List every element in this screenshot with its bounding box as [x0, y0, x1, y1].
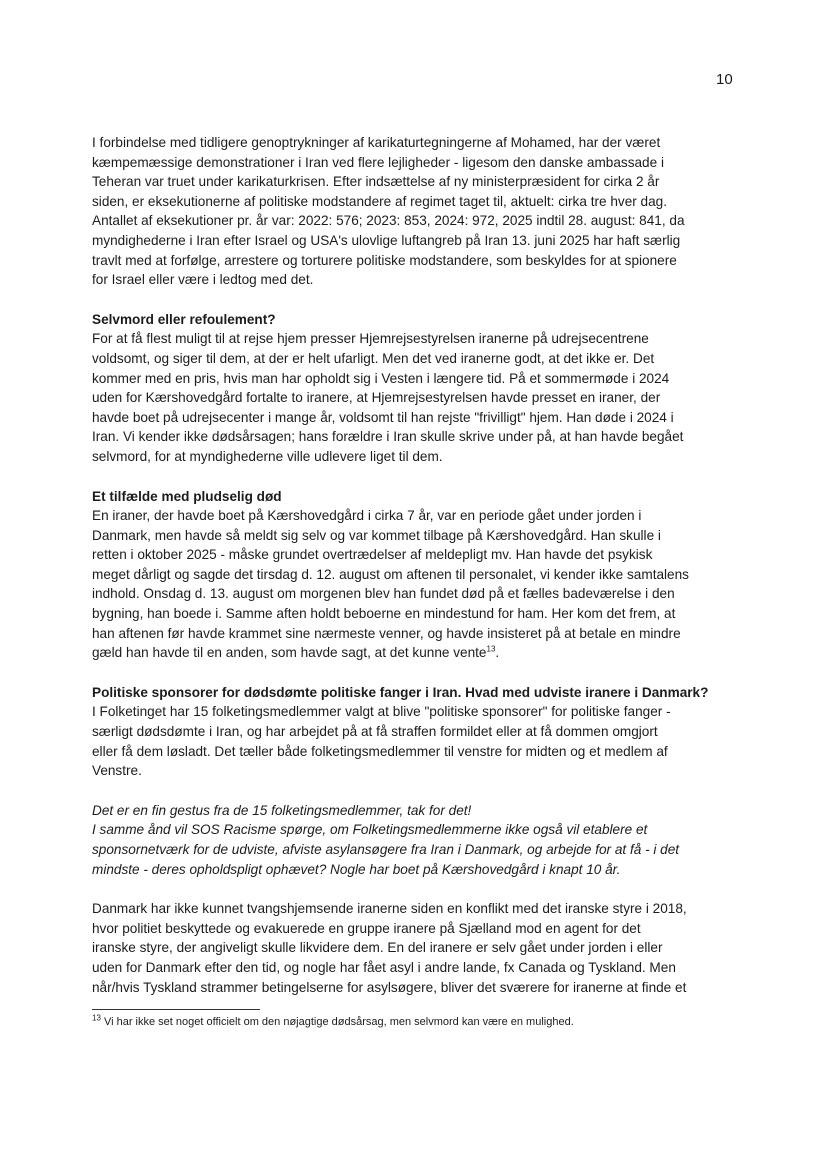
section-politiske-sponsorer — [92, 683, 742, 781]
paragraph-text: For at få flest muligt til at rejse hjem presser Hjemrejsestyrelsen iranerne på udrejsecentrene voldsomt, og siger til dem, at der er helt ufarligt. Men det ved iranerne godt, at det ikke er. Det kommer med en pris, hvis man har opholdt sig i Vesten i længere tid. På et sommermøde i 2024 uden for Kærshovedgård fortalte to iranere, at Hjemrejsestyrelsen havde presset en iraner, der havde boet på udrejsecenter i mange år, voldsomt til han rejste "frivilligt" hjem. Han døde i 2024 i Iran. Vi kender ikke dødsårsagen; hans forældre i Iran skulle skrive under på, at han havde begået selvmord, for at myndighederne ville udlevere liget til dem. — [92, 331, 684, 464]
paragraph-text: I Folketinget har 15 folketingsmedlemmer valgt at blive "politiske sponsorer" for politiske fanger - særligt dødsdømte i Iran, og har arbejdet på at få straffen formildet eller at få dommen omgjort eller få dem løsladt. Det tæller både folketingsmedlemmer til venstre for midten og et medlem af Venstre. — [92, 704, 671, 779]
page-number: 10 — [716, 71, 733, 88]
paragraph-appeal — [92, 801, 742, 879]
footnote — [92, 1013, 742, 1028]
footnote-text: Vi har ikke set noget officielt om den nøjagtige dødsårsag, men selvmord kan være en mulighed. — [100, 1016, 574, 1028]
paragraph-tvangshjemsendelse — [92, 899, 742, 997]
section-pludselig-doed — [92, 487, 742, 663]
footnote-separator — [92, 1009, 260, 1010]
paragraph-intro — [92, 133, 742, 290]
section-selvmord — [92, 310, 742, 467]
footnote-number: 13 — [92, 1013, 101, 1023]
sentence-end: . — [495, 645, 500, 661]
paragraph-text: En iraner, der havde boet på Kærshovedgård i cirka 7 år, var en periode gået under jorden i Danmark, men havde så meldt sig selv og var kommet tilbage på Kærshovedgård. Han skulle i retten i oktober 2025 - måske grundet overtrædelser af meldepligt mv. Han havde det psykisk meget dårligt og sagde det tirsdag d. 12. august om aftenen til personalet, vi kender ikke samtalens indhold. Onsdag d. 13. august om morgenen blev han fundet død på et fælles badeværelse i den bygning, han boede i. Samme aften holdt beboerne en mindestund for ham. Her kom det frem, at han aftenen før havde krammet sine nærmeste venner, og havde insisteret på at betale en mindre gæld han havde til en anden, som havde sagt, at det kunne vente — [92, 508, 689, 661]
section-heading: Politiske sponsorer for dødsdømte politiske fanger i Iran. Hvad med udviste iranere i Danmark? — [92, 684, 709, 700]
section-heading: Et tilfælde med pludselig død — [92, 488, 282, 504]
footnote-reference[interactable]: 13 — [486, 644, 496, 654]
paragraph-text: I forbindelse med tidligere genoptrykninger af karikaturtegningerne af Mohamed, har der været kæmpemæssige demonstrationer i Iran ved flere lejligheder - ligesom den danske ambassade i Teheran var truet under karikaturkrisen. Efter indsættelse af ny ministerpræsident for cirka 2 år siden, er eksekutionerne af politiske modstandere af regimet taget til, aktuelt: cirka tre hver dag. Antallet af eksekutioner pr. år var: 2022: 576; 2023: 853, 2024: 972, 2025 indtil 28. august: 841, da myndighederne i Iran efter Israel og USA's ulovlige luftangreb på Iran 13. juni 2025 har haft særlig travlt med at forfølge, arrestere og torturere politiske modstandere, som beskyldes for at spionere for Israel eller være i ledtog med det. — [92, 135, 685, 288]
paragraph-text: Det er en fin gestus fra de 15 folketingsmedlemmer, tak for det! I samme ånd vil SOS Racisme spørge, om Folketingsmedlemmerne ikke også vil etablere et sponsornetværk for de udviste, afviste asylansøgere fra Iran i Danmark, og arbejde for at få - i det mindste - deres opholdspligt ophævet? Nogle har boet på Kærshovedgård i knapt 10 år. — [92, 802, 680, 877]
paragraph-text: Danmark har ikke kunnet tvangshjemsende iranerne siden en konflikt med det iranske styre i 2018, hvor politiet beskyttede og evakuerede en gruppe iranere på Sjælland mod en agent for det iranske styre, der angiveligt skulle likvidere dem. En del iranere er selv gået under jorden i eller uden for Danmark efter den tid, og nogle har fået asyl i andre lande, fx Canada og Tyskland. Men når/hvis Tyskland strammer betingelserne for asylsøgere, bliver det sværere for iranerne at finde et — [92, 901, 687, 995]
body-text — [92, 133, 742, 1017]
section-heading: Selvmord eller refoulement? — [92, 311, 276, 327]
